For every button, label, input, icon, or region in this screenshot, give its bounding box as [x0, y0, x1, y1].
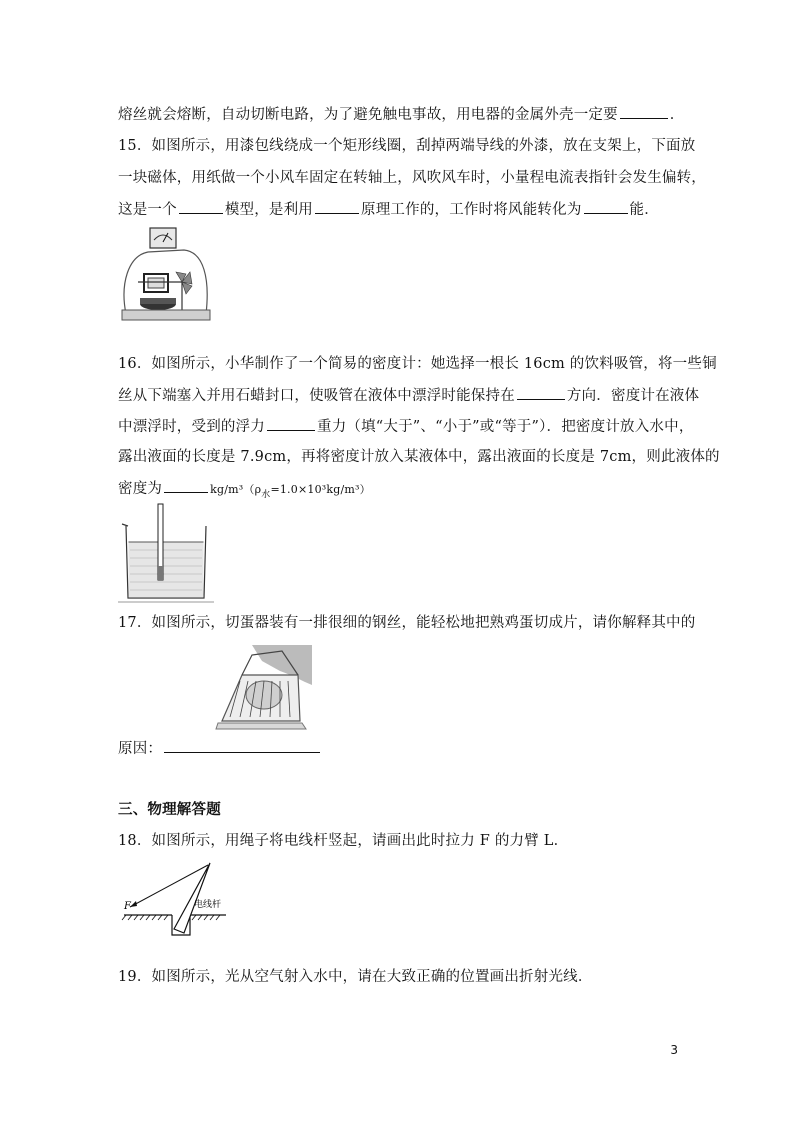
- q17-line-1: 17．如图所示，切蛋器装有一排很细的钢丝，能轻松地把熟鸡蛋切成片，请你解释其中的: [118, 615, 696, 631]
- q15-line-1: 15．如图所示，用漆包线绕成一个矩形线圈，刮掉两端导线的外漆，放在支架上，下面放: [118, 138, 696, 154]
- q15-text-b: 模型，是利用: [224, 202, 314, 218]
- q19-line-1: 19．如图所示，光从空气射入水中，请在大致正确的位置画出折射光线．: [118, 969, 593, 985]
- answer-blank: [164, 738, 320, 753]
- q16-line-1: 16．如图所示，小华制作了一个简易的密度计：她选择一根长 16cm 的饮料吸管，将一些铜: [118, 356, 717, 372]
- egg-slicer-figure: [212, 645, 312, 735]
- section-title: 三、物理解答题: [118, 801, 221, 818]
- pole-rope-figure: [118, 857, 230, 943]
- generator-model-figure: [118, 224, 214, 330]
- answer-blank: [620, 104, 668, 119]
- answer-blank: [164, 478, 208, 493]
- q16-text-2b: 方向．密度计在液体: [566, 388, 700, 404]
- q16-line-2: [118, 385, 699, 406]
- q17-reason-label: 原因：: [118, 741, 163, 757]
- q14-tail-end: ．: [669, 107, 685, 123]
- answer-blank: [267, 416, 315, 431]
- q16-text-5a: 密度为: [118, 481, 163, 497]
- force-label: F: [124, 901, 131, 912]
- q16-text-3b: 重力（填“大于”、“小于”或“等于”）．把密度计放入水中，: [317, 419, 694, 435]
- q15-text-a: 这是一个: [118, 202, 177, 218]
- densimeter-beaker-figure: [118, 502, 214, 604]
- page-number: 3: [670, 1043, 678, 1057]
- q15-line-3: [118, 199, 659, 220]
- q15-text-c: 原理工作的，工作时将风能转化为: [361, 202, 582, 218]
- q15-line-2: 一块磁体，用纸做一个小风车固定在转轴上，风吹风车时，小量程电流表指针会发生偏转，: [118, 170, 706, 186]
- q16-line-4: 露出液面的长度是 7.9cm，再将密度计放入某液体中，露出液面的长度是 7cm，则此液体的: [118, 449, 720, 465]
- q16-line-3: [118, 416, 694, 437]
- answer-blank: [179, 199, 223, 214]
- q14-tail-text: 熔丝就会熔断，自动切断电路，为了避免触电事故，用电器的金属外壳一定要: [118, 107, 618, 123]
- q16-text-5c: =1.0×10³kg/m³）: [270, 483, 371, 496]
- q14-tail-line: [118, 104, 685, 125]
- answer-blank: [584, 199, 628, 214]
- answer-blank: [315, 199, 359, 214]
- q16-line-5: [118, 478, 371, 505]
- q17-reason-line: [118, 738, 322, 759]
- q15-text-d: 能．: [629, 202, 659, 218]
- answer-blank: [517, 385, 565, 400]
- q16-water-subscript: 水: [261, 489, 271, 500]
- q16-text-3a: 中漂浮时，受到的浮力: [118, 419, 265, 435]
- q16-text-5b: kg/m³（ρ: [210, 483, 262, 496]
- pole-label: 电线杆: [194, 900, 222, 910]
- q16-text-2a: 丝从下端塞入并用石蜡封口，使吸管在液体中漂浮时能保持在: [118, 388, 515, 404]
- q18-line-1: 18．如图所示，用绳子将电线杆竖起，请画出此时拉力 F 的力臂 L．: [118, 833, 569, 849]
